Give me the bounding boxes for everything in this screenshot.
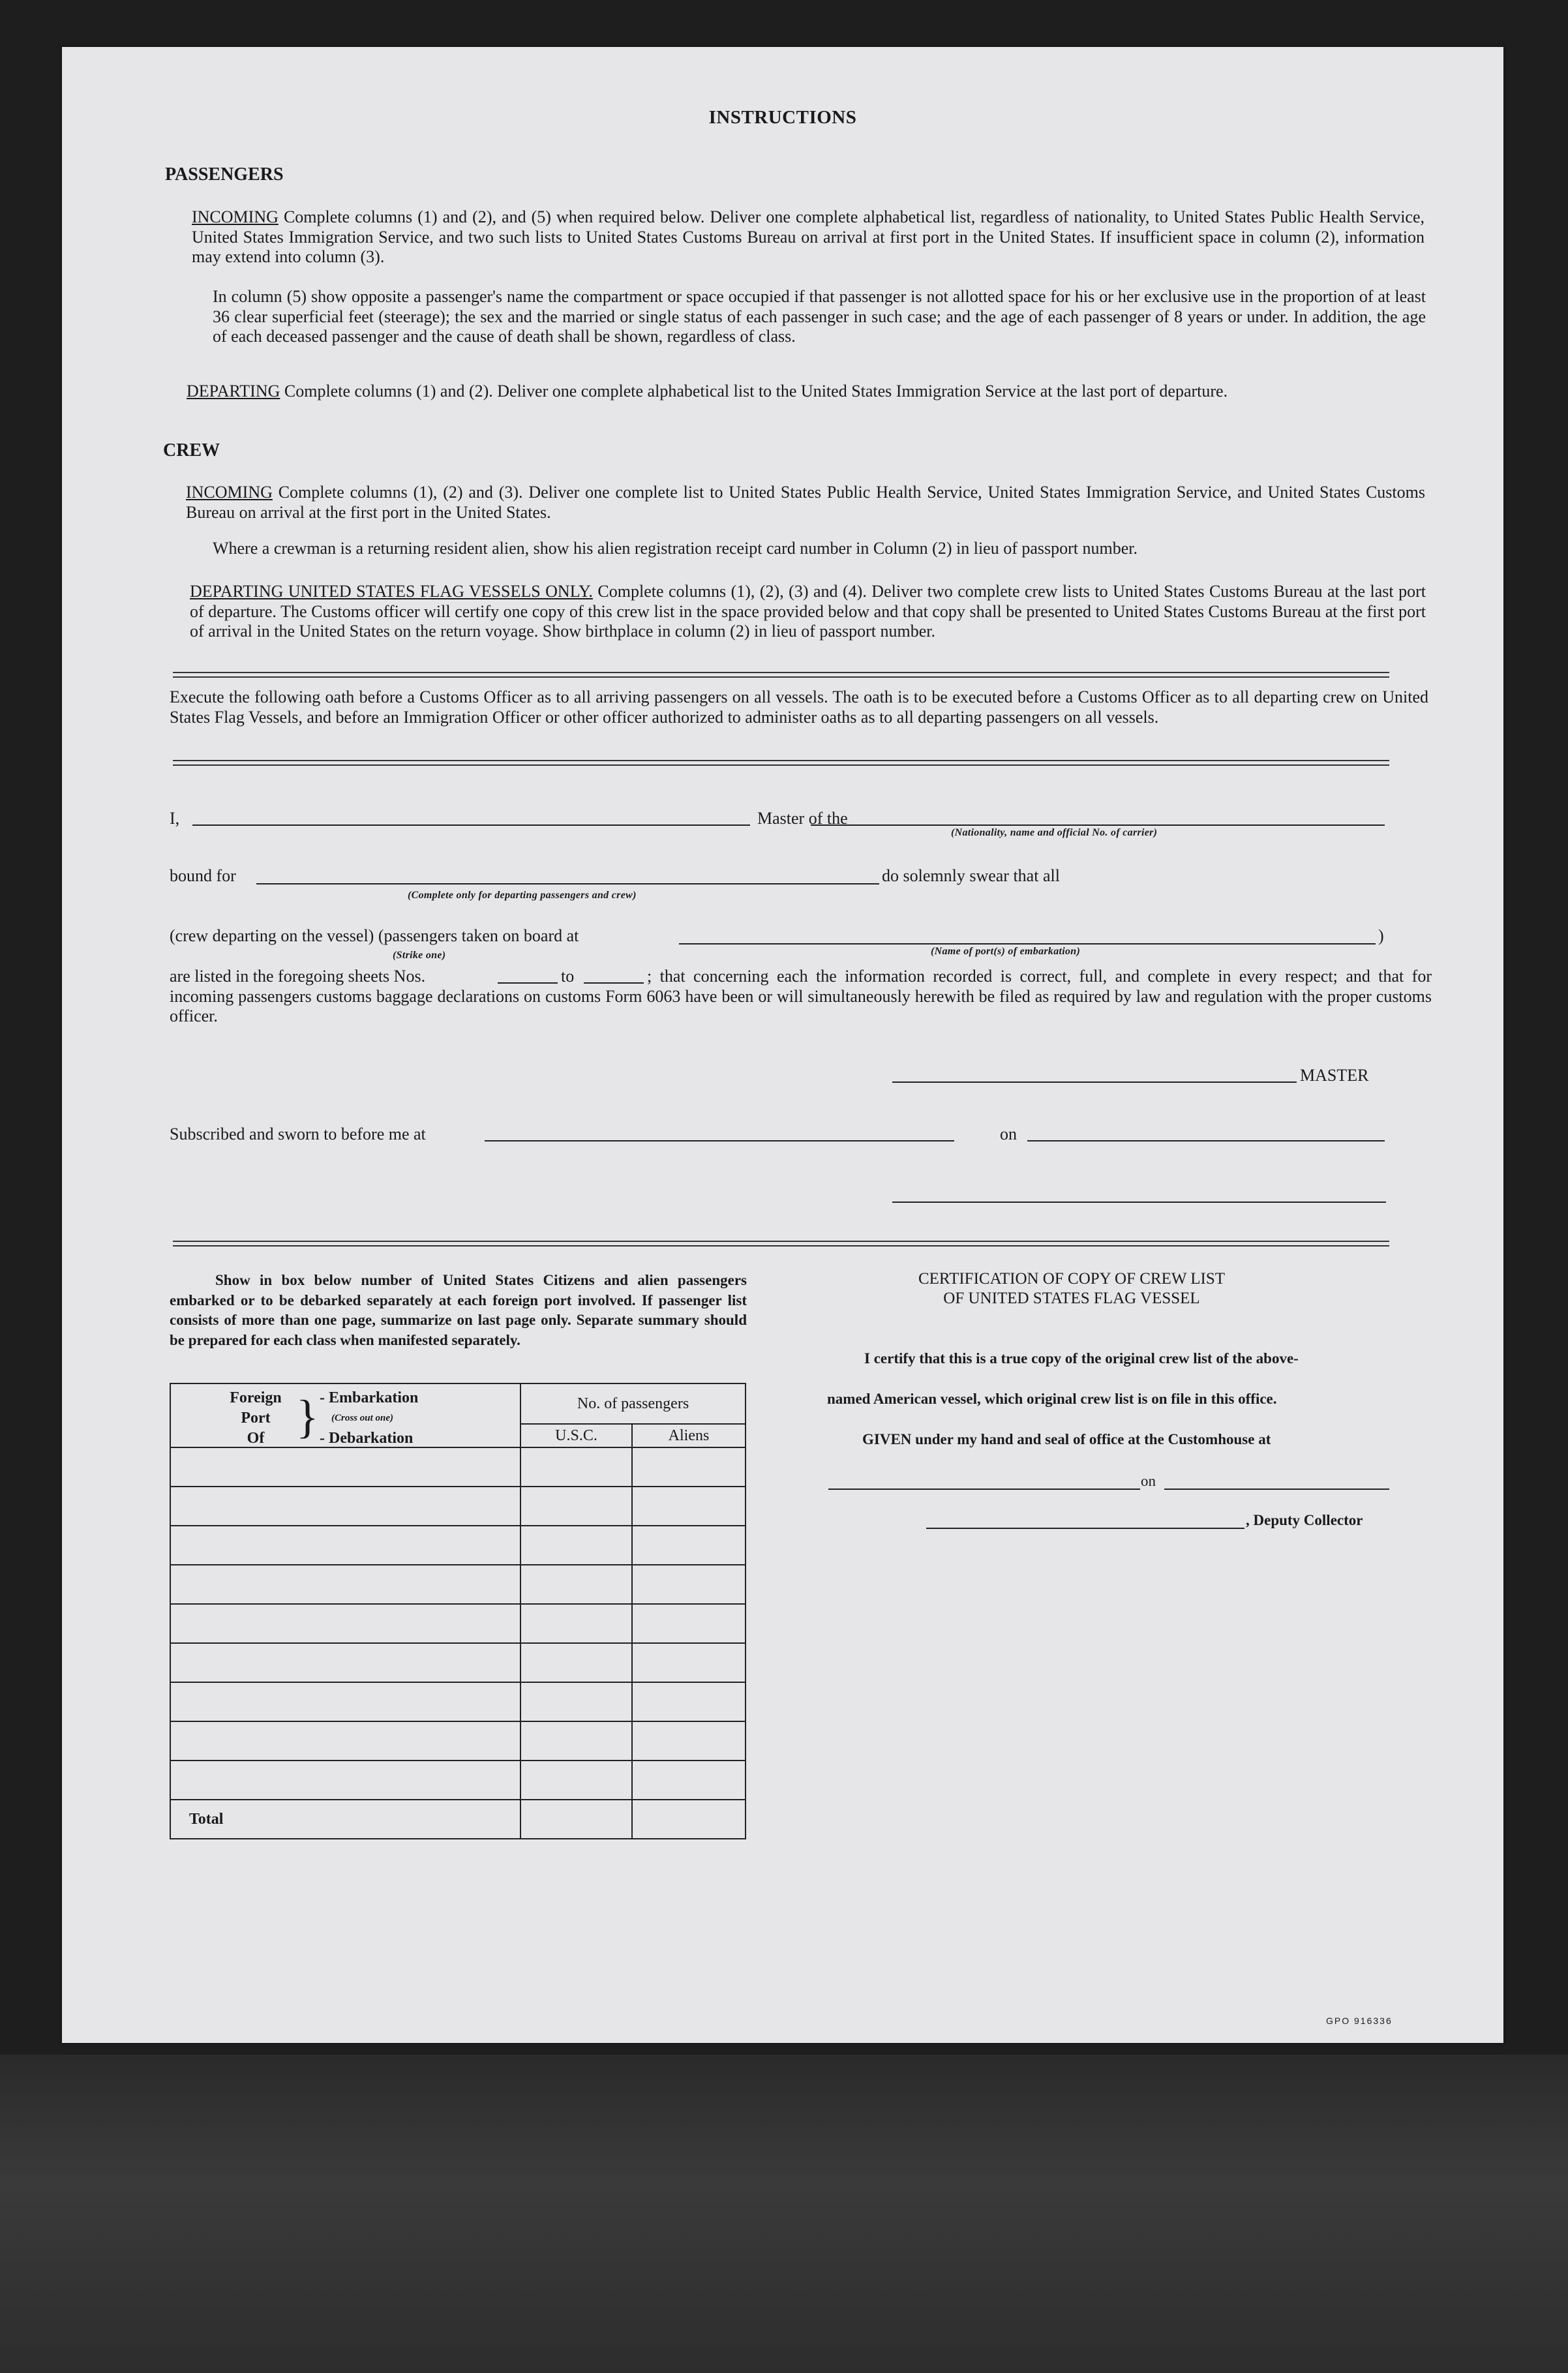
usc-header: U.S.C. — [520, 1424, 632, 1447]
crew-incoming-paragraph — [186, 483, 1425, 522]
passengers-incoming-label: INCOMING — [192, 207, 279, 226]
divider — [173, 1241, 1389, 1247]
customhouse-field[interactable] — [828, 1489, 1140, 1490]
certification-title-line2: OF UNITED STATES FLAG VESSEL — [943, 1290, 1200, 1307]
deputy-label: , Deputy Collector — [1246, 1512, 1363, 1528]
port-cell[interactable] — [170, 1565, 520, 1604]
port-cell[interactable] — [170, 1604, 520, 1643]
certification-title-line1: CERTIFICATION OF COPY OF CREW LIST — [918, 1270, 1226, 1288]
usc-cell[interactable] — [520, 1526, 632, 1565]
passenger-summary-table — [170, 1383, 746, 1839]
port-cell[interactable] — [170, 1643, 520, 1682]
crew-heading: CREW — [163, 440, 220, 461]
aliens-header: Aliens — [632, 1424, 746, 1447]
table-header-row — [170, 1383, 746, 1424]
usc-cell[interactable] — [520, 1643, 632, 1682]
total-label: Total — [170, 1800, 520, 1839]
usc-cell[interactable] — [520, 1721, 632, 1761]
usc-cell[interactable] — [520, 1761, 632, 1800]
port-cell[interactable] — [170, 1526, 520, 1565]
page-title: INSTRUCTIONS — [708, 107, 857, 128]
passengers-incoming-paragraph — [192, 207, 1425, 267]
port-header-cell — [170, 1383, 520, 1447]
master-name-field[interactable] — [192, 824, 750, 826]
table-row — [170, 1761, 746, 1800]
master-signature-field[interactable] — [892, 1081, 1297, 1083]
embarkation-ports-field[interactable] — [679, 943, 1376, 945]
crew-departing-text: Complete columns (1), (2), (3) and (4). Deliver two complete crew lists to United States Customs Bureau at the last port of departure. The Customs officer will certify one copy of this crew list in the space provided below and that copy shall be presented to United States Customs Bureau at the first port of arrival in the United States on the return voyage. Show birthplace in column (2) in lieu of passport number. — [190, 582, 1426, 641]
table-row — [170, 1487, 746, 1526]
crew-incoming-label: INCOMING — [186, 483, 273, 502]
aliens-cell[interactable] — [632, 1604, 746, 1643]
aliens-cell[interactable] — [632, 1721, 746, 1761]
sworn-place-field[interactable] — [485, 1140, 954, 1141]
swear-label: do solemnly swear that all — [882, 866, 1060, 885]
sworn-date-field[interactable] — [1027, 1140, 1385, 1141]
port-cell[interactable] — [170, 1682, 520, 1721]
given-text: GIVEN under my hand and seal of office at the Customhouse at — [862, 1431, 1271, 1447]
crew-departing-label: (crew departing on the vessel) (passengers taken on board at — [170, 926, 579, 945]
port-cell[interactable] — [170, 1447, 520, 1487]
passengers-departing-paragraph — [187, 382, 1426, 402]
sworn-on-label: on — [1000, 1125, 1017, 1143]
oath-i-label: I, — [170, 809, 180, 828]
carrier-field[interactable] — [811, 824, 1385, 826]
deputy-signature-field[interactable] — [926, 1528, 1244, 1529]
usc-cell[interactable] — [520, 1487, 632, 1526]
bound-for-label: bound for — [170, 866, 236, 885]
aliens-cell[interactable] — [632, 1565, 746, 1604]
close-paren: ) — [1378, 926, 1384, 945]
cert-date-field[interactable] — [1164, 1489, 1389, 1490]
usc-cell[interactable] — [520, 1565, 632, 1604]
passengers-departing-text: Complete columns (1) and (2). Deliver one complete alphabetical list to the United States Immigration Service at the last port of departure. — [284, 382, 1228, 401]
cross-out-label: (Cross out one) — [331, 1413, 394, 1423]
foreign-label: Foreign — [230, 1389, 282, 1406]
master-label: MASTER — [1300, 1066, 1369, 1085]
debarkation-label: - Debarkation — [320, 1430, 414, 1447]
scan-background — [0, 2055, 1568, 2373]
table-row — [170, 1604, 746, 1643]
bound-caption: (Complete only for departing passengers and crew) — [408, 890, 637, 901]
usc-total-cell[interactable] — [520, 1800, 632, 1839]
aliens-cell[interactable] — [632, 1682, 746, 1721]
aliens-total-cell[interactable] — [632, 1800, 746, 1839]
ports-caption: (Name of port(s) of embarkation) — [931, 946, 1081, 957]
aliens-cell[interactable] — [632, 1487, 746, 1526]
crew-departing-label: DEPARTING UNITED STATES FLAG VESSELS ONLY. — [190, 582, 593, 601]
usc-cell[interactable] — [520, 1604, 632, 1643]
divider — [173, 760, 1389, 766]
aliens-cell[interactable] — [632, 1761, 746, 1800]
passengers-departing-label: DEPARTING — [187, 382, 280, 401]
sheets-label: are listed in the foregoing sheets Nos. — [170, 967, 426, 986]
embarkation-label: - Embarkation — [320, 1389, 419, 1406]
crew-departing-paragraph — [190, 582, 1426, 642]
crew-resident-text: Where a crewman is a returning resident alien, show his alien registration receipt card number in Column (2) in lieu of passport number. — [213, 539, 1138, 558]
passengers-heading: PASSENGERS — [165, 164, 284, 185]
no-of-passengers-header: No. of passengers — [520, 1383, 746, 1424]
aliens-cell[interactable] — [632, 1447, 746, 1487]
total-row — [170, 1800, 746, 1839]
aliens-cell[interactable] — [632, 1643, 746, 1682]
port-cell[interactable] — [170, 1761, 520, 1800]
subscribed-label: Subscribed and sworn to before me at — [170, 1125, 426, 1143]
document-page — [62, 47, 1503, 2043]
officer-signature-field[interactable] — [892, 1202, 1386, 1203]
certification-title — [801, 1269, 1342, 1308]
certify-line2: named American vessel, which original crew list is on file in this office. — [827, 1391, 1277, 1407]
aliens-cell[interactable] — [632, 1526, 746, 1565]
divider — [173, 672, 1389, 678]
summary-instructions: Show in box below number of United States Citizens and alien passengers embarked or to be debarked separately at each foreign port involved. If passenger list consists of more than one page, summarize on last page only. Separate summary should be prepared for each class when manifested separately. — [170, 1272, 747, 1348]
table-row — [170, 1721, 746, 1761]
footer-code: GPO 916336 — [1326, 2016, 1393, 2026]
table-row — [170, 1643, 746, 1682]
brace-icon: } — [296, 1391, 319, 1443]
passengers-column5-text: In column (5) show opposite a passenger's name the compartment or space occupied if that passenger is not allotted space for his or her exclusive use in the proportion of at least 36 clear superficial feet (steerage); the sex and the married or single status of each passenger in such case; and the age of each passenger of 8 years or under. In addition, the age of each deceased passenger and the cause of death shall be shown, regardless of class. — [213, 287, 1426, 346]
to-label: to — [561, 967, 575, 986]
table-row — [170, 1526, 746, 1565]
oath-intro: Execute the following oath before a Customs Officer as to all arriving passengers on all vessels. The oath is to be executed before a Customs Officer as to all departing crew on United States Flag Vessels, and before an Immigration Officer or other officer authorized to administer oaths as to all departing passengers on all vessels. — [170, 688, 1428, 727]
listed-text: ; that concerning each the information recorded is correct, full, and complete in every respect; and that for incoming passengers customs baggage declarations on customs Form 6063 have been or will simultaneously herewith be filed as required by law and regulation with the proper customs officer. — [170, 967, 1432, 1025]
carrier-caption: (Nationality, name and official No. of carrier) — [951, 827, 1158, 838]
crew-incoming-text: Complete columns (1), (2) and (3). Deliver one complete list to United States Public Health Service, United States Immigration Service, and United States Customs Bureau on arrival at the first port in the United States. — [186, 483, 1425, 522]
port-label: Port — [241, 1410, 271, 1427]
table-row — [170, 1565, 746, 1604]
usc-cell[interactable] — [520, 1447, 632, 1487]
usc-cell[interactable] — [520, 1682, 632, 1721]
cert-on-label: on — [1141, 1473, 1156, 1489]
table-row — [170, 1682, 746, 1721]
of-label: Of — [247, 1430, 265, 1447]
certify-line1: I certify that this is a true copy of the original crew list of the above- — [864, 1350, 1299, 1367]
bound-for-field[interactable] — [256, 883, 879, 884]
port-cell[interactable] — [170, 1487, 520, 1526]
master-of-label: Master of the — [757, 809, 848, 828]
passengers-incoming-text: Complete columns (1) and (2), and (5) when required below. Deliver one complete alphabetical list, regardless of nationality, to United States Public Health Service, United States Immigration Service, and two such lists to United States Customs Bureau on arrival at first port in the United States. If insufficient space in column (2), information may extend into column (3). — [192, 207, 1425, 266]
strike-caption: (Strike one) — [393, 950, 446, 961]
table-row — [170, 1447, 746, 1487]
port-cell[interactable] — [170, 1721, 520, 1761]
